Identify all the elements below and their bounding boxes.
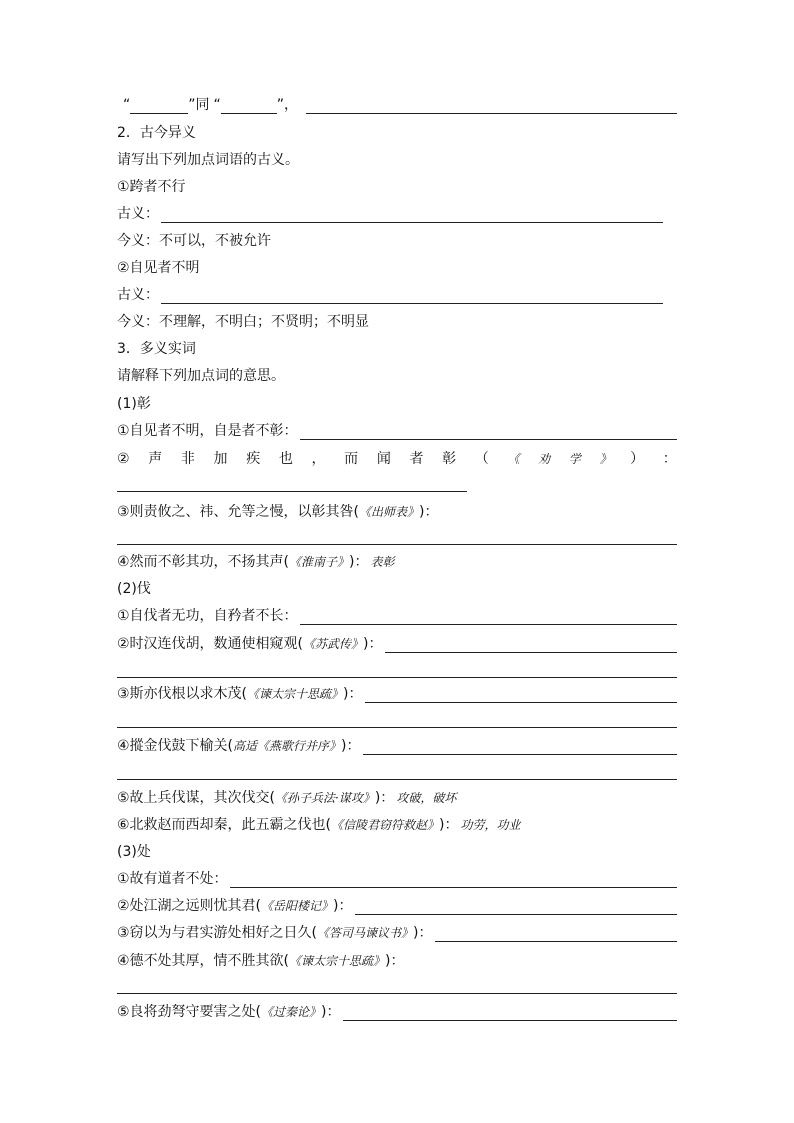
spread-char: ） [630,451,645,467]
answer-line[interactable] [355,900,678,915]
fa-item-5: ⑤故上兵伐谋，其次伐交( 《孙子兵法·谋攻》 )： 攻破，破坏 [117,790,457,806]
quote-close-1: ”同 [188,97,210,113]
fa-item-6: ⑥北救赵而西却秦，此五霸之伐也( 《信陵君窃符救赵》 )： 功劳，功业 [117,817,521,833]
answer-line[interactable] [161,289,663,304]
spread-char: 也 [278,451,293,467]
spread-char: 学 [568,452,581,466]
chu-item-4: ④德不处其厚，情不胜其欲( 《谏太宗十思疏》 )： [117,953,405,969]
answer-line[interactable] [230,873,677,888]
section-heading-3: 3．多义实词 [117,341,196,357]
spread-char: （ [474,451,489,467]
gu-line-1: 古义： [117,205,663,223]
fa-item-1: ①自伐者无功，自矜者不长： [117,607,677,625]
section-prompt-3: 请解释下列加点词的意思。 [117,368,285,384]
answer-line[interactable] [300,425,677,440]
spread-char: 加 [213,451,228,467]
blank-2[interactable] [221,99,277,114]
answer-line[interactable] [300,610,677,625]
answer-line[interactable] [117,491,467,492]
word-label-chu: (3)处 [117,844,151,860]
zhang-item-4: ④然而不彰其功，不扬其声( 《淮南子》 )： 表彰 [117,554,395,570]
answer-line[interactable] [117,677,677,678]
answer-line[interactable] [117,993,677,994]
gu-line-2: 古义： [117,286,663,304]
answer-line[interactable] [117,779,677,780]
word-label-fa: (2)伐 [117,581,151,597]
spread-char: 声 [148,451,163,467]
gujin-item-2: ②自见者不明 [117,260,200,276]
spread-char: 》 [599,452,612,466]
answer-line[interactable] [306,99,677,114]
fa-item-3: ③斯亦伐根以求木茂( 《谏太宗十思疏》 )： [117,685,677,703]
chu-item-5: ⑤良将劲弩守要害之处( 《过秦论》 )： [117,1003,677,1021]
zhang-item-3: ③则责攸之、祎、允等之慢，以彰其咎( 《出师表》 )： [117,504,439,520]
answer-line[interactable] [435,927,678,942]
answer-line[interactable] [363,740,678,755]
answer-line[interactable] [385,638,678,653]
jin-line-1: 今义：不可以，不被允许 [117,233,271,249]
gujin-item-1: ①跨者不行 [117,179,186,195]
quote-open-1: “ [123,97,131,113]
jin-line-2: 今义：不理解，不明白；不贤明；不明显 [117,314,369,330]
zhang-item-1: ①自见者不明，自是者不彰： [117,422,677,440]
quote-open-2: “ [213,97,221,113]
answer-line[interactable] [117,544,677,545]
word-label-zhang: (1)彰 [117,396,151,412]
chu-item-1: ①故有道者不处： [117,870,677,888]
spread-char: ： [662,451,677,467]
spread-char: 《 [507,452,520,466]
fa-item-4: ④摐金伐鼓下榆关( 高适《燕歌行并序》 )： [117,737,677,755]
blank-1[interactable] [130,99,188,114]
spread-char: 疾 [246,451,261,467]
spread-char: ， [311,451,326,467]
spread-char: 劝 [538,452,551,466]
quote-close-2: ”， [276,97,299,113]
spread-char: 彰 [442,451,457,467]
fa-item-2: ②时汉连伐胡，数通使相窥观( 《苏武传》 )： [117,635,677,653]
chu-item-3: ③窃以为与君实游处相好之日久( 《答司马谏议书》 )： [117,924,677,942]
spread-char: 者 [409,451,424,467]
section-heading-2: 2．古今异义 [117,125,196,141]
answer-line[interactable] [343,1006,678,1021]
spread-char: ② [117,451,130,467]
section-prompt-2: 请写出下列加点词语的古义。 [117,152,299,168]
tongjia-line [117,96,677,114]
spread-char: 而 [344,451,359,467]
answer-line[interactable] [117,727,677,728]
chu-item-2: ②处江湖之远则忧其君( 《岳阳楼记》 )： [117,897,677,915]
spread-char: 闻 [376,451,391,467]
answer-line[interactable] [365,688,678,703]
answer-line[interactable] [161,208,663,223]
spread-char: 非 [180,451,195,467]
zhang-item-2 [117,450,677,468]
